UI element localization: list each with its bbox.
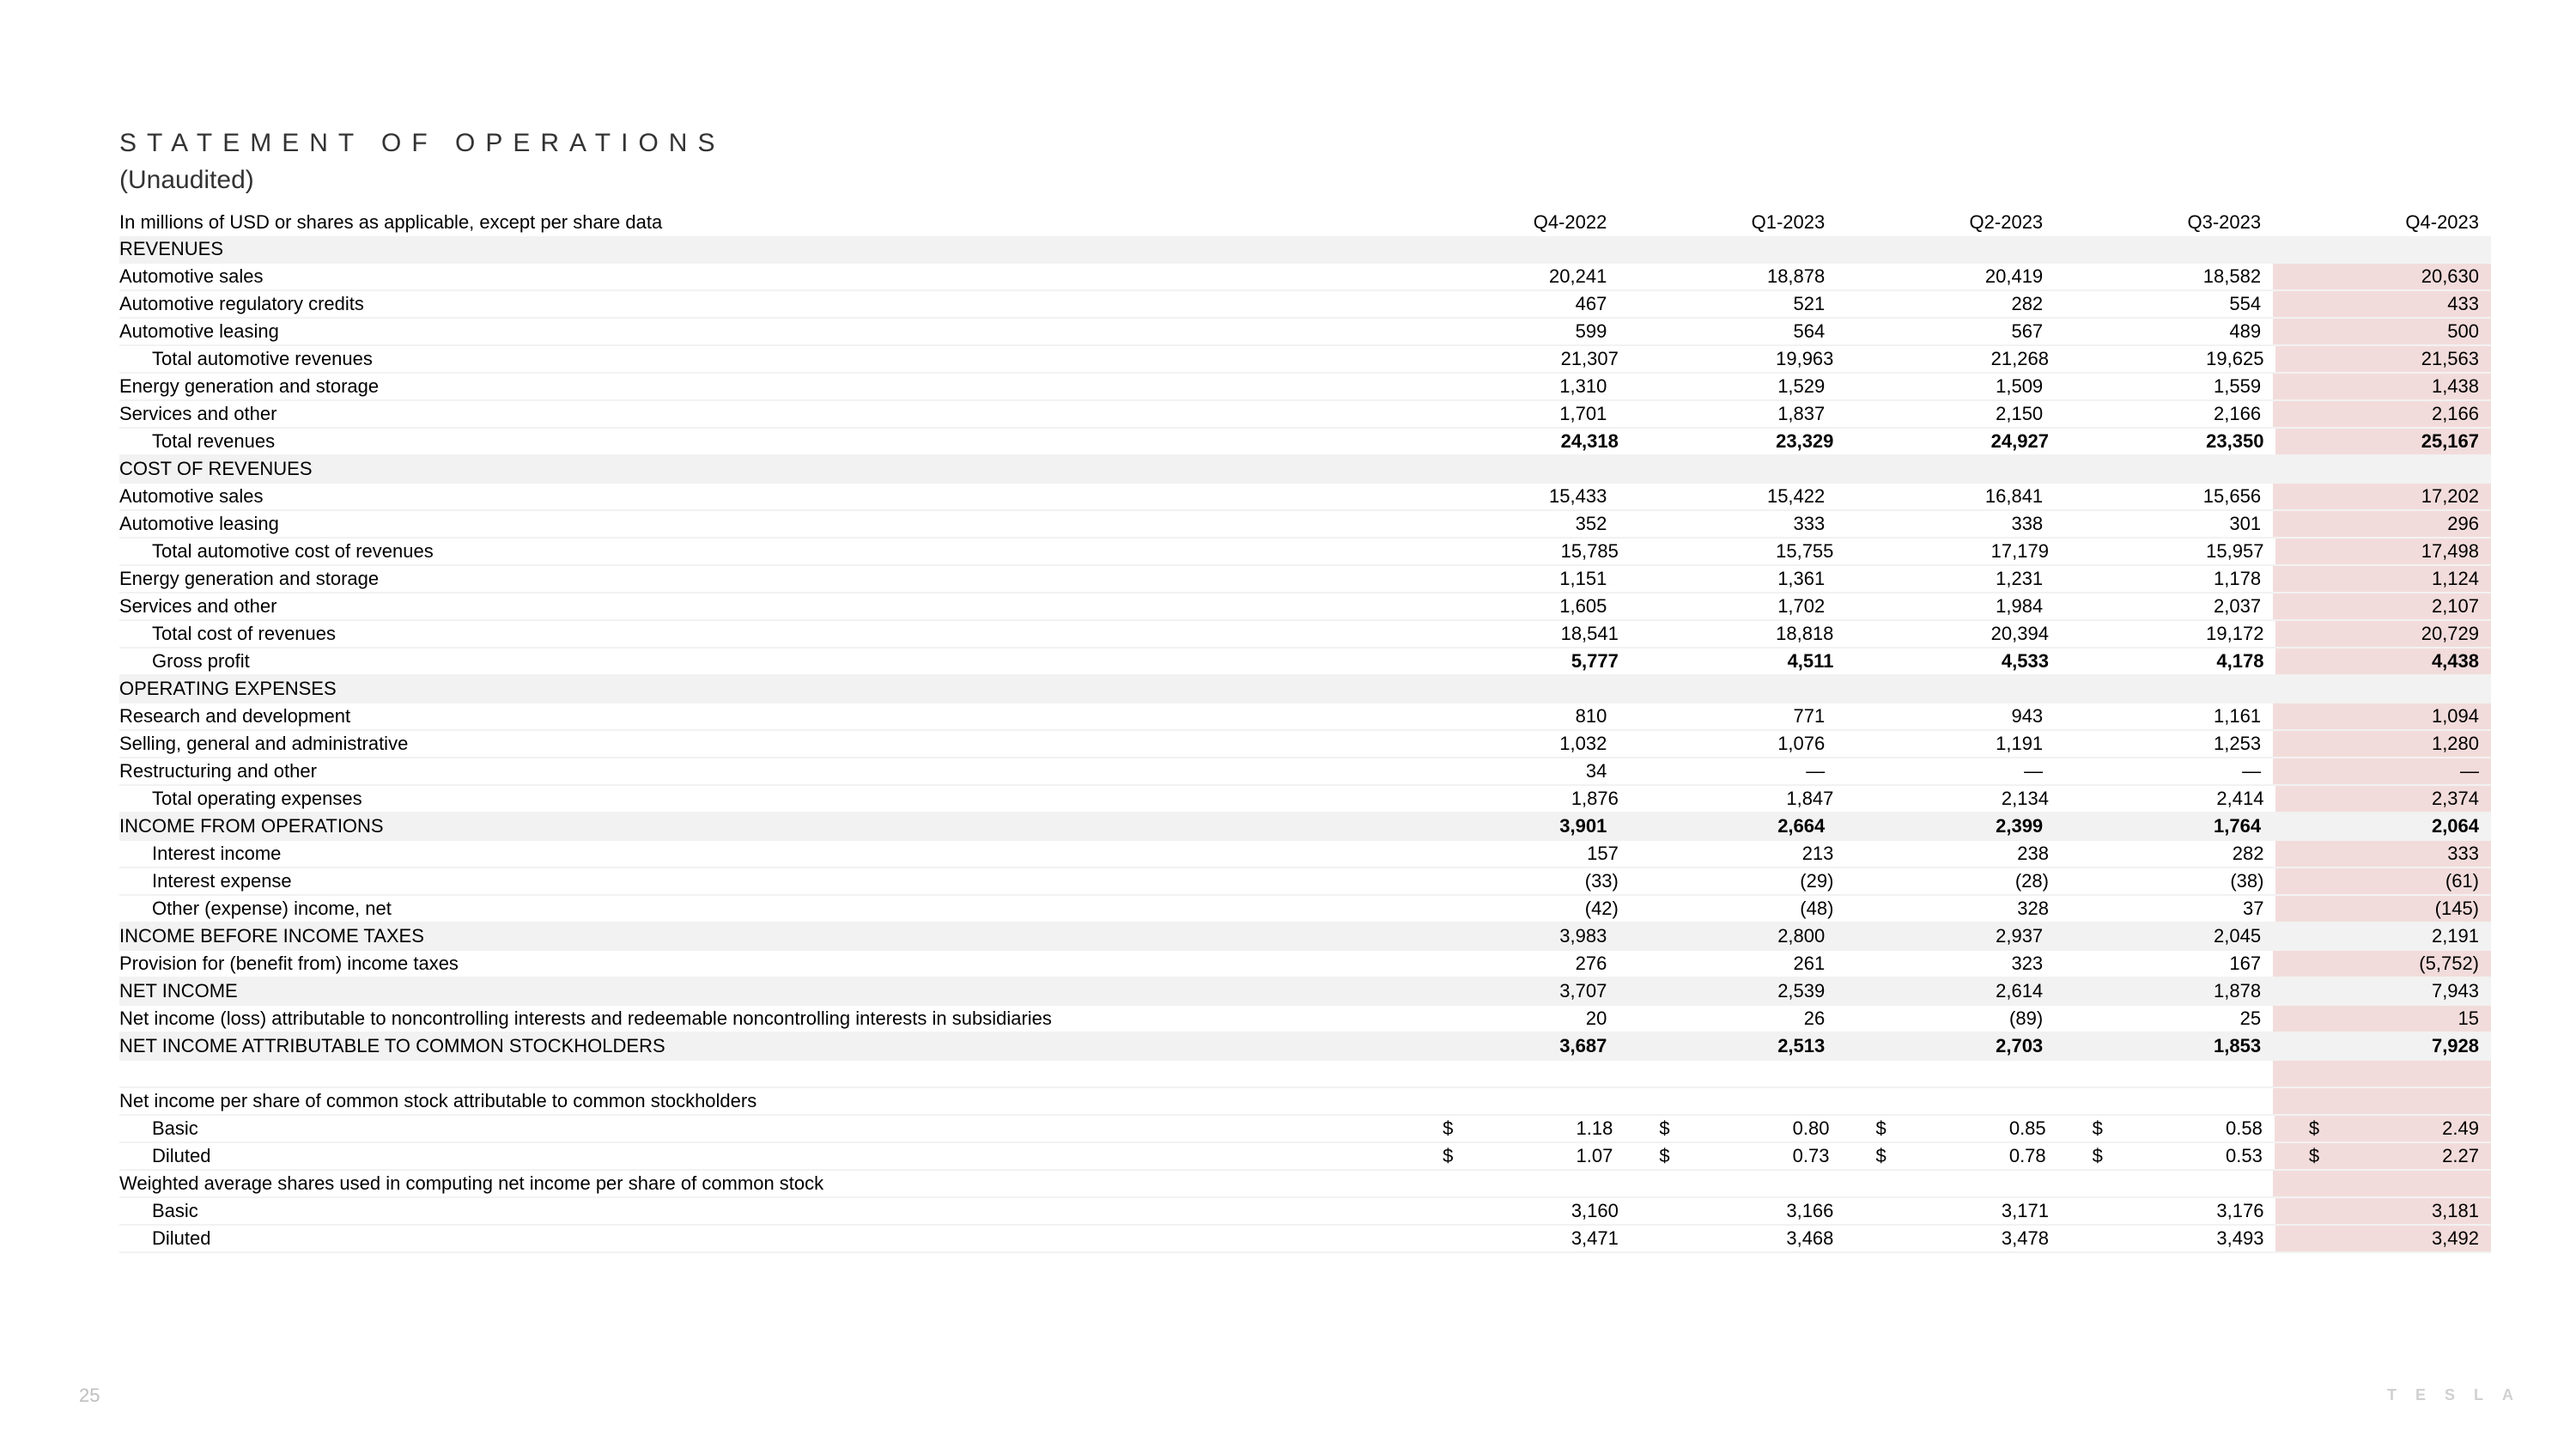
row-value xyxy=(1400,1171,1619,1196)
value-text: 2.49 xyxy=(2442,1117,2479,1139)
row-label: INCOME FROM OPERATIONS xyxy=(119,815,384,837)
table-row xyxy=(119,401,2491,429)
row-value: 1,605 xyxy=(1559,595,1607,617)
row-value: 564 xyxy=(1793,320,1826,342)
row-value: 16,841 xyxy=(1984,485,2044,507)
table-row xyxy=(119,841,2491,868)
row-value xyxy=(1619,1088,1837,1114)
currency-symbol: $ xyxy=(1443,1117,1454,1139)
row-value: 15,422 xyxy=(1766,485,1826,507)
row-value: 4,178 xyxy=(2216,650,2264,672)
row-value: 2,800 xyxy=(1777,925,1826,947)
row-value xyxy=(1625,1143,1841,1169)
row-value xyxy=(1400,1061,1619,1087)
row-label: NET INCOME xyxy=(119,980,238,1002)
row-value: 19,172 xyxy=(2206,623,2264,644)
row-value: 2,703 xyxy=(1996,1035,2044,1056)
table-row xyxy=(119,1061,2491,1088)
statement-table xyxy=(119,209,2491,1253)
row-value: 25 xyxy=(2239,1008,2262,1029)
row-value: 554 xyxy=(2229,293,2262,314)
row-value: (48) xyxy=(1800,898,1834,919)
row-label: Restructuring and other xyxy=(119,760,317,782)
row-value: 18,878 xyxy=(1766,265,1826,287)
row-value: 15 xyxy=(2273,1006,2491,1032)
row-value: 3,492 xyxy=(2275,1226,2491,1251)
row-value: 20,241 xyxy=(1549,265,1607,287)
row-value: 157 xyxy=(1587,843,1619,864)
row-value: 3,160 xyxy=(1571,1200,1619,1221)
row-value: 1,361 xyxy=(1777,568,1826,589)
row-label: Research and development xyxy=(119,705,351,727)
table-row xyxy=(119,566,2491,594)
table-row xyxy=(119,291,2491,319)
row-value xyxy=(1400,236,1619,262)
row-value: 3,901 xyxy=(1559,815,1607,837)
row-value: 1,310 xyxy=(1559,375,1607,397)
row-value: 7,943 xyxy=(2273,978,2491,1004)
row-value: 521 xyxy=(1793,293,1826,314)
row-label: Gross profit xyxy=(152,650,250,672)
column-header: Q1-2023 xyxy=(1751,211,1826,233)
row-value: 238 xyxy=(2017,843,2049,864)
row-value: 1,559 xyxy=(2214,375,2262,397)
row-value: 3,176 xyxy=(2216,1200,2264,1221)
row-label: Automotive regulatory credits xyxy=(119,293,364,314)
row-value: 2,064 xyxy=(2273,813,2491,839)
row-value: 17,179 xyxy=(1990,540,2049,562)
row-value: 17,498 xyxy=(2275,539,2491,564)
table-row xyxy=(119,264,2491,291)
row-value: 2,539 xyxy=(1777,980,1826,1002)
row-value: 333 xyxy=(2275,841,2491,867)
table-row xyxy=(119,1143,2491,1171)
row-value xyxy=(2275,1143,2491,1169)
row-value: 1,702 xyxy=(1777,595,1826,617)
table-row xyxy=(119,1006,2491,1033)
row-value xyxy=(1408,1116,1625,1142)
row-value: 167 xyxy=(2229,953,2262,974)
row-value: 1,124 xyxy=(2273,566,2491,592)
row-value: 3,181 xyxy=(2275,1198,2491,1224)
row-value: 34 xyxy=(1585,760,1607,782)
row-label: Interest expense xyxy=(152,870,292,892)
row-label: Services and other xyxy=(119,403,277,424)
row-value xyxy=(2273,676,2491,702)
row-label: INCOME BEFORE INCOME TAXES xyxy=(119,925,424,947)
row-label: Weighted average shares used in computing net income per share of common stock xyxy=(119,1172,824,1194)
row-value: 20,394 xyxy=(1990,623,2049,644)
row-value: 1,509 xyxy=(1996,375,2044,397)
table-row xyxy=(119,813,2491,841)
row-label: NET INCOME ATTRIBUTABLE TO COMMON STOCKHOLDERS xyxy=(119,1035,665,1056)
row-value: 213 xyxy=(1801,843,1834,864)
row-value: 15,433 xyxy=(1549,485,1607,507)
row-value xyxy=(2273,1061,2491,1087)
value-text: 0.53 xyxy=(2226,1145,2263,1166)
row-value: 1,076 xyxy=(1777,733,1826,754)
table-row xyxy=(119,868,2491,896)
row-label: Total revenues xyxy=(152,430,276,452)
row-label: Energy generation and storage xyxy=(119,375,380,397)
row-value: 2,107 xyxy=(2273,594,2491,619)
row-value: 467 xyxy=(1575,293,1607,314)
value-text: 2.27 xyxy=(2442,1145,2479,1166)
row-value: 1,837 xyxy=(1777,403,1826,424)
table-row xyxy=(119,1226,2491,1253)
table-row xyxy=(119,676,2491,703)
table-row xyxy=(119,648,2491,676)
value-text: 0.78 xyxy=(2008,1145,2046,1166)
row-value: 2,664 xyxy=(1777,815,1826,837)
row-value: 1,253 xyxy=(2214,733,2262,754)
row-value: — xyxy=(2242,760,2262,782)
value-text: 0.58 xyxy=(2226,1117,2263,1139)
row-value: 276 xyxy=(1575,953,1607,974)
row-value xyxy=(1841,1116,2057,1142)
currency-symbol: $ xyxy=(2092,1145,2103,1166)
currency-symbol: $ xyxy=(1875,1145,1886,1166)
table-row xyxy=(119,923,2491,951)
column-header: Q4-2023 xyxy=(2405,211,2480,233)
row-value xyxy=(2273,1088,2491,1114)
row-label: Automotive leasing xyxy=(119,320,279,342)
row-value: 23,350 xyxy=(2206,430,2264,452)
row-value: 2,166 xyxy=(2273,401,2491,427)
value-text: 1.07 xyxy=(1576,1145,1613,1166)
row-value: — xyxy=(2273,758,2491,784)
row-value: 2,414 xyxy=(2216,788,2264,809)
row-label: COST OF REVENUES xyxy=(119,458,313,479)
row-value xyxy=(2055,676,2273,702)
row-value: 489 xyxy=(2229,320,2262,342)
row-value: 20,630 xyxy=(2273,264,2491,289)
row-value: 21,563 xyxy=(2275,346,2491,372)
row-value: 1,529 xyxy=(1777,375,1826,397)
row-value: 20,729 xyxy=(2275,621,2491,647)
row-value: 2,166 xyxy=(2214,403,2262,424)
row-label: Net income (loss) attributable to noncontrolling interests and redeemable noncontrolling interests in subsidiaries xyxy=(119,1008,1052,1029)
row-value: 18,818 xyxy=(1776,623,1834,644)
row-value: 1,853 xyxy=(2214,1035,2262,1056)
row-value xyxy=(2275,1116,2491,1142)
row-value: 26 xyxy=(1803,1008,1826,1029)
table-row xyxy=(119,1088,2491,1116)
table-row xyxy=(119,896,2491,923)
row-label: OPERATING EXPENSES xyxy=(119,678,337,699)
row-value: 2,045 xyxy=(2214,925,2262,947)
row-value: 2,513 xyxy=(1777,1035,1826,1056)
row-value xyxy=(2055,1061,2273,1087)
currency-symbol: $ xyxy=(2092,1117,2103,1139)
row-value xyxy=(1841,1143,2057,1169)
table-row xyxy=(119,1198,2491,1226)
row-value xyxy=(1625,1116,1841,1142)
row-value: 15,755 xyxy=(1776,540,1834,562)
row-value: 1,878 xyxy=(2214,980,2262,1002)
table-header-row xyxy=(119,209,2491,236)
value-text: 0.80 xyxy=(1792,1117,1830,1139)
table-row xyxy=(119,429,2491,456)
row-value: 15,785 xyxy=(1560,540,1619,562)
row-value: 25,167 xyxy=(2275,429,2491,454)
row-label: Basic xyxy=(152,1200,198,1221)
row-value: 7,928 xyxy=(2273,1033,2491,1059)
row-label: Other (expense) income, net xyxy=(152,898,392,919)
row-value: 2,037 xyxy=(2214,595,2262,617)
row-value xyxy=(1837,236,2055,262)
value-text: 0.73 xyxy=(1792,1145,1830,1166)
row-label: Automotive sales xyxy=(119,485,264,507)
row-value: 1,191 xyxy=(1996,733,2044,754)
row-value: 1,847 xyxy=(1786,788,1834,809)
row-value xyxy=(1619,1061,1837,1087)
row-value: 24,318 xyxy=(1560,430,1619,452)
row-value: 567 xyxy=(2011,320,2044,342)
row-label: Selling, general and administrative xyxy=(119,733,409,754)
row-value: (61) xyxy=(2275,868,2491,894)
row-value: 3,687 xyxy=(1559,1035,1607,1056)
row-value: 20 xyxy=(1585,1008,1607,1029)
page-number: 25 xyxy=(79,1385,100,1406)
row-value: (42) xyxy=(1584,898,1619,919)
row-value: 599 xyxy=(1575,320,1607,342)
row-value: 4,511 xyxy=(1787,650,1834,672)
table-row xyxy=(119,319,2491,346)
row-value: 338 xyxy=(2011,513,2044,534)
row-value: 3,471 xyxy=(1571,1227,1619,1249)
currency-symbol: $ xyxy=(1659,1145,1670,1166)
currency-symbol: $ xyxy=(1875,1117,1886,1139)
row-value xyxy=(1619,456,1837,482)
row-value: 4,533 xyxy=(2001,650,2049,672)
row-value: 771 xyxy=(1793,705,1826,727)
row-value xyxy=(1408,1143,1625,1169)
row-label: Total automotive cost of revenues xyxy=(152,540,434,562)
row-value: 23,329 xyxy=(1776,430,1834,452)
row-value xyxy=(2273,236,2491,262)
row-value: 328 xyxy=(2017,898,2049,919)
row-value xyxy=(2273,456,2491,482)
value-text: 1.18 xyxy=(1576,1117,1613,1139)
row-value: 282 xyxy=(2232,843,2264,864)
row-label: Services and other xyxy=(119,595,277,617)
row-value xyxy=(2058,1143,2275,1169)
row-value: 37 xyxy=(2242,898,2264,919)
row-value xyxy=(2055,1088,2273,1114)
row-value: 1,984 xyxy=(1996,595,2044,617)
row-value: 3,468 xyxy=(1786,1227,1834,1249)
row-value: 1,438 xyxy=(2273,374,2491,399)
row-value: 19,625 xyxy=(2206,348,2264,369)
row-value xyxy=(2055,456,2273,482)
currency-symbol: $ xyxy=(1659,1117,1670,1139)
row-value xyxy=(1619,236,1837,262)
row-value: 2,399 xyxy=(1996,815,2044,837)
table-row xyxy=(119,539,2491,566)
row-value: 19,963 xyxy=(1776,348,1834,369)
row-value: 1,764 xyxy=(2214,815,2262,837)
row-value: 3,478 xyxy=(2001,1227,2049,1249)
row-value: 1,032 xyxy=(1559,733,1607,754)
row-label: Diluted xyxy=(152,1145,211,1166)
row-value: 2,150 xyxy=(1996,403,2044,424)
table-row xyxy=(119,758,2491,786)
table-row xyxy=(119,374,2491,401)
currency-symbol: $ xyxy=(2308,1117,2320,1139)
tesla-logo: TESLA xyxy=(2387,1386,2533,1403)
row-label: Total cost of revenues xyxy=(152,623,337,644)
table-row xyxy=(119,703,2491,731)
row-value: 24,927 xyxy=(1990,430,2049,452)
row-value: (145) xyxy=(2275,896,2491,922)
row-value: 2,191 xyxy=(2273,923,2491,949)
row-value: — xyxy=(1806,760,1826,782)
row-value xyxy=(1837,1088,2055,1114)
row-value: 5,777 xyxy=(1571,650,1619,672)
row-value: 500 xyxy=(2273,319,2491,344)
row-value: — xyxy=(2024,760,2044,782)
row-label: Automotive leasing xyxy=(119,513,279,534)
row-label: Interest income xyxy=(152,843,282,864)
row-label: REVENUES xyxy=(119,238,224,259)
row-value xyxy=(2055,1171,2273,1196)
row-label: Automotive sales xyxy=(119,265,264,287)
row-value: 3,493 xyxy=(2216,1227,2264,1249)
table-row xyxy=(119,786,2491,813)
table-row xyxy=(119,511,2491,539)
row-value xyxy=(2058,1116,2275,1142)
row-value: 352 xyxy=(1575,513,1607,534)
row-value: 1,701 xyxy=(1559,403,1607,424)
currency-symbol: $ xyxy=(1443,1145,1454,1166)
column-header: Q3-2023 xyxy=(2187,211,2262,233)
row-value: 2,937 xyxy=(1996,925,2044,947)
row-value: 282 xyxy=(2011,293,2044,314)
table-row xyxy=(119,1116,2491,1143)
row-value: (33) xyxy=(1584,870,1619,892)
row-value: 2,374 xyxy=(2275,786,2491,812)
row-value: 943 xyxy=(2011,705,2044,727)
table-row xyxy=(119,978,2491,1006)
row-value: 18,541 xyxy=(1560,623,1619,644)
table-row xyxy=(119,484,2491,511)
table-row xyxy=(119,621,2491,648)
row-label: Net income per share of common stock attributable to common stockholders xyxy=(119,1090,757,1111)
row-value xyxy=(1400,1088,1619,1114)
row-value: 333 xyxy=(1793,513,1826,534)
table-row xyxy=(119,1171,2491,1198)
row-value: 1,094 xyxy=(2273,703,2491,729)
row-value: 1,178 xyxy=(2214,568,2262,589)
row-value: 810 xyxy=(1575,705,1607,727)
value-text: 0.85 xyxy=(2008,1117,2046,1139)
row-value: 21,307 xyxy=(1560,348,1619,369)
row-label: Provision for (benefit from) income taxes xyxy=(119,953,459,974)
table-body xyxy=(119,236,2491,1253)
row-label: Basic xyxy=(152,1117,198,1139)
row-value xyxy=(2055,236,2273,262)
row-value xyxy=(1837,456,2055,482)
row-value: (5,752) xyxy=(2273,951,2491,977)
row-value: 3,171 xyxy=(2001,1200,2049,1221)
row-label: Energy generation and storage xyxy=(119,568,380,589)
row-value: 2,134 xyxy=(2001,788,2049,809)
column-header: Q4-2022 xyxy=(1533,211,1607,233)
table-row xyxy=(119,236,2491,264)
row-value xyxy=(1837,1061,2055,1087)
row-value: 1,876 xyxy=(1571,788,1619,809)
row-value: 1,280 xyxy=(2273,731,2491,757)
row-value: 1,151 xyxy=(1559,568,1607,589)
row-value: 1,161 xyxy=(2214,705,2262,727)
table-row xyxy=(119,951,2491,978)
row-value: 261 xyxy=(1793,953,1826,974)
row-value xyxy=(1400,456,1619,482)
table-row xyxy=(119,346,2491,374)
row-value: 18,582 xyxy=(2202,265,2262,287)
row-value: (29) xyxy=(1800,870,1834,892)
row-value: 21,268 xyxy=(1990,348,2049,369)
table-row xyxy=(119,456,2491,484)
row-value: 433 xyxy=(2273,291,2491,317)
row-value: (38) xyxy=(2230,870,2264,892)
row-value: 15,656 xyxy=(2202,485,2262,507)
currency-symbol: $ xyxy=(2308,1145,2320,1166)
row-value xyxy=(1837,1171,2055,1196)
row-value: 301 xyxy=(2229,513,2262,534)
row-value: 1,231 xyxy=(1996,568,2044,589)
row-value: 323 xyxy=(2011,953,2044,974)
row-value xyxy=(1837,676,2055,702)
row-value: 15,957 xyxy=(2206,540,2264,562)
row-value: 3,983 xyxy=(1559,925,1607,947)
header-label: In millions of USD or shares as applicable, except per share data xyxy=(119,211,663,233)
row-label: Total operating expenses xyxy=(152,788,362,809)
row-value: 17,202 xyxy=(2273,484,2491,509)
row-value: 296 xyxy=(2273,511,2491,537)
column-header: Q2-2023 xyxy=(1969,211,2044,233)
row-value xyxy=(1619,1171,1837,1196)
table-row xyxy=(119,731,2491,758)
row-value: 4,438 xyxy=(2275,648,2491,674)
row-value: (89) xyxy=(2009,1008,2044,1029)
row-value xyxy=(1400,676,1619,702)
row-value xyxy=(1619,676,1837,702)
page-title: STATEMENT OF OPERATIONS xyxy=(119,129,726,157)
row-value: 2,614 xyxy=(1996,980,2044,1002)
table-row xyxy=(119,594,2491,621)
row-value: 3,166 xyxy=(1786,1200,1834,1221)
row-value: (28) xyxy=(2014,870,2049,892)
row-label: Diluted xyxy=(152,1227,211,1249)
table-row xyxy=(119,1033,2491,1061)
row-value: 3,707 xyxy=(1559,980,1607,1002)
page-subtitle: (Unaudited) xyxy=(119,166,254,194)
row-value: 20,419 xyxy=(1984,265,2044,287)
row-label: Total automotive revenues xyxy=(152,348,373,369)
row-value xyxy=(2273,1171,2491,1196)
